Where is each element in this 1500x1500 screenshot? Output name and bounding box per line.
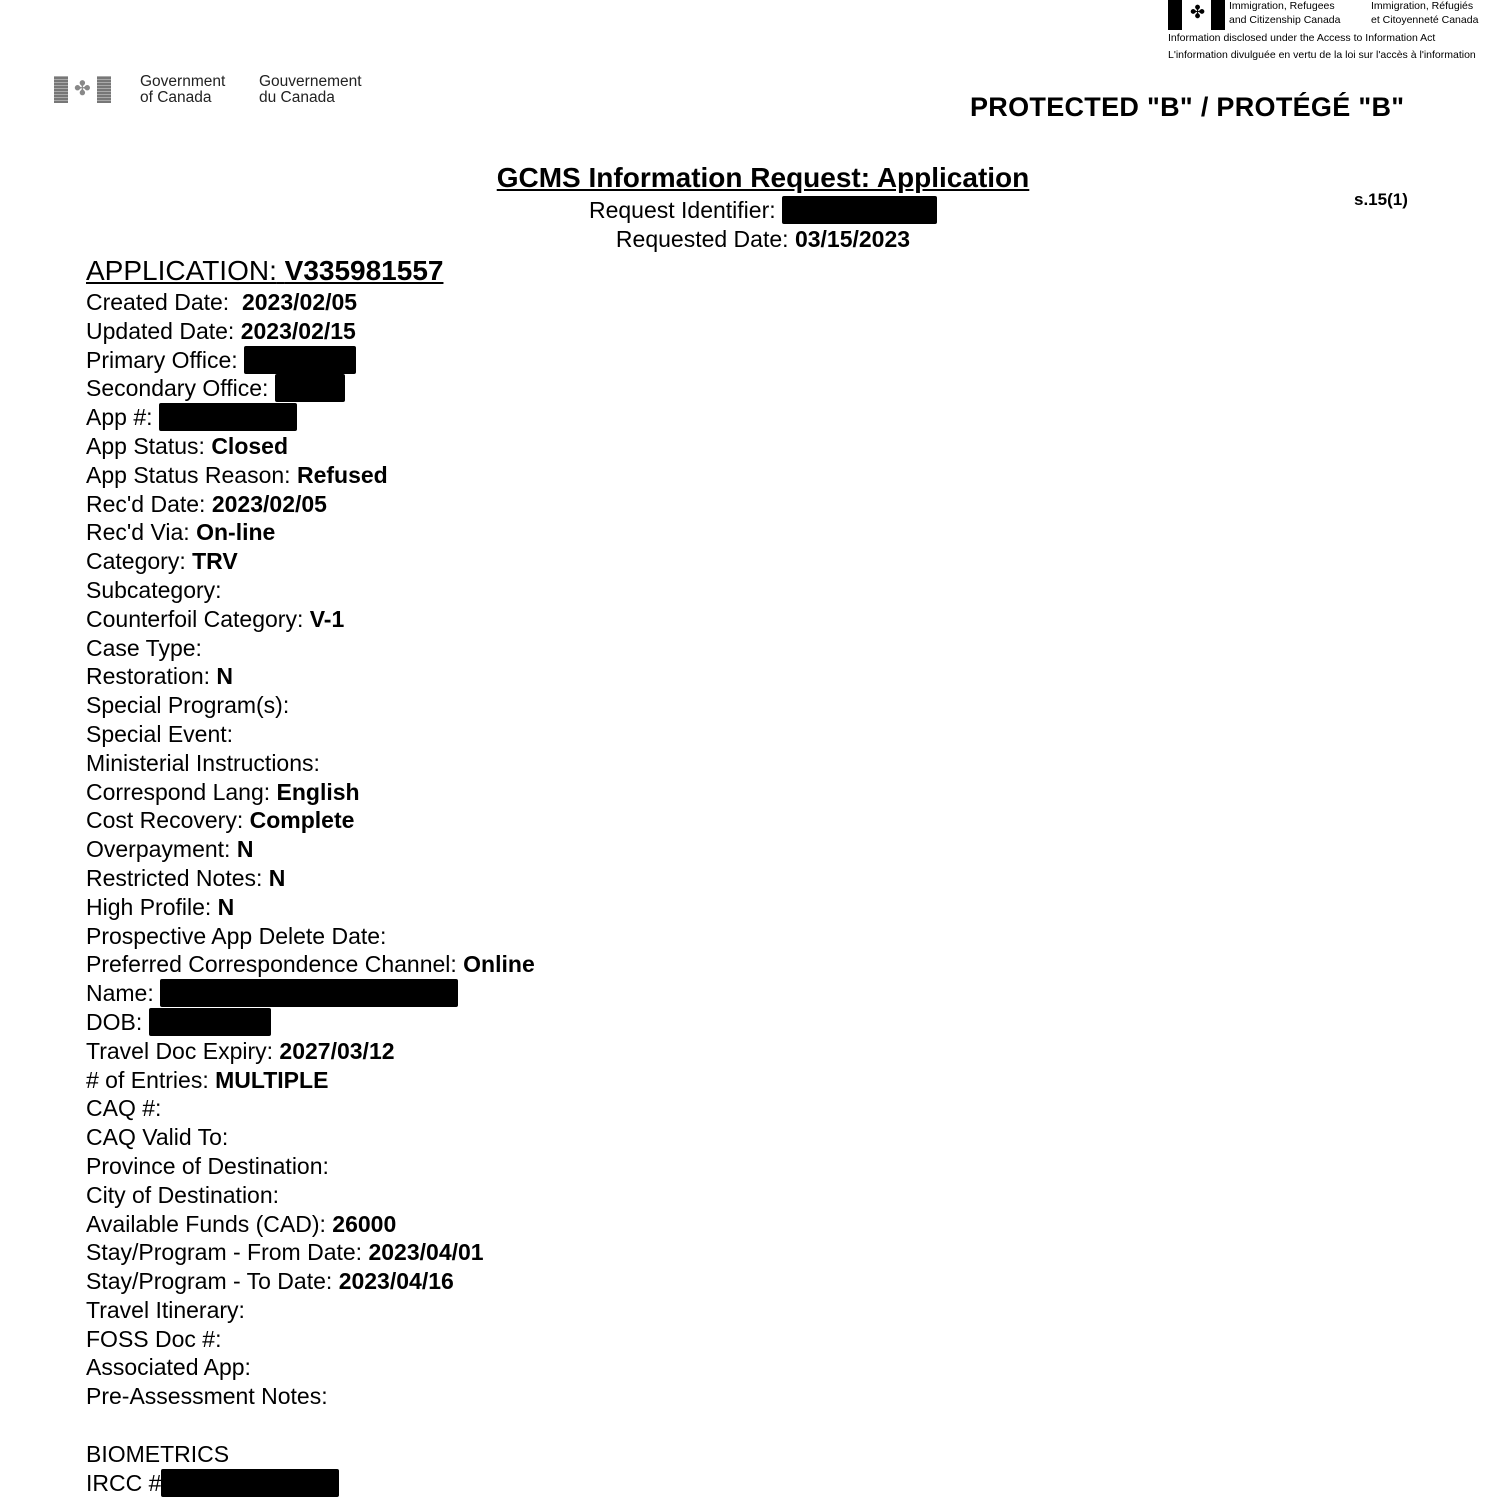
field-label: Special Program(s):: [86, 692, 290, 719]
field-value: Complete: [249, 807, 355, 834]
field-value: Online: [463, 951, 535, 978]
field-value: 2023/02/05: [241, 289, 358, 315]
field-label: Ministerial Instructions:: [86, 749, 320, 776]
field-label: Preferred Correspondence Channel:: [86, 951, 464, 978]
field-row: [86, 1411, 535, 1440]
field-label: Restricted Notes:: [86, 864, 269, 891]
field-row: [86, 1094, 535, 1123]
application-heading: [86, 255, 443, 287]
field-row: [86, 1238, 535, 1267]
field-row: [86, 432, 535, 461]
redaction-box: [159, 403, 297, 431]
field-value: 2023/04/01: [368, 1239, 484, 1266]
field-label: CAQ Valid To:: [86, 1124, 229, 1151]
field-label: High Profile:: [86, 893, 218, 920]
field-value: On-line: [196, 519, 276, 546]
ircc-name-en-2: and Citizenship Canada: [1229, 14, 1341, 26]
field-value: Closed: [211, 432, 288, 459]
field-row: [86, 490, 535, 519]
goc-en-line2: of Canada: [140, 88, 212, 106]
goc-flag-icon: ✤: [54, 76, 111, 103]
exemption-code: s.15(1): [1354, 190, 1408, 209]
field-value: 2023/02/05: [211, 490, 327, 517]
field-row: [86, 1123, 535, 1152]
goc-fr-line1: Gouvernement: [259, 73, 362, 90]
field-label: Restoration:: [86, 663, 217, 690]
field-label: IRCC #: [86, 1469, 162, 1496]
field-row: [86, 1267, 535, 1296]
redaction-box: [149, 1008, 271, 1036]
field-row: [86, 403, 535, 432]
application-label: APPLICATION:: [86, 255, 277, 286]
field-value: N: [217, 893, 235, 920]
field-row: [86, 1440, 535, 1469]
requested-date: [0, 226, 1500, 253]
field-row: [86, 461, 535, 490]
field-label: App Status Reason:: [86, 461, 297, 488]
goc-wordmark-en: [140, 74, 225, 105]
field-row: [86, 1037, 535, 1066]
goc-wordmark-fr: [259, 74, 362, 105]
field-label: # of Entries:: [86, 1066, 216, 1093]
ati-notice-fr: L'information divulguée en vertu de la loi sur l'accès à l'information: [1168, 49, 1476, 61]
field-row: [86, 1353, 535, 1382]
field-label: Primary Office:: [86, 346, 245, 373]
requested-date-value: 03/15/2023: [794, 226, 911, 252]
field-label: Stay/Program - To Date:: [86, 1268, 339, 1295]
ircc-name-fr-2: et Citoyenneté Canada: [1371, 14, 1479, 26]
field-label: Name:: [86, 980, 161, 1007]
ircc-signature-block: [1168, 0, 1478, 64]
field-label: Rec'd Date:: [86, 490, 212, 517]
field-label: Travel Doc Expiry:: [86, 1037, 280, 1064]
field-row: [86, 749, 535, 778]
field-row: [86, 1210, 535, 1239]
redaction-box: [275, 374, 345, 402]
field-row: [86, 288, 535, 317]
field-value: 26000: [332, 1210, 397, 1237]
field-row: [86, 1469, 535, 1498]
field-row: [86, 1296, 535, 1325]
field-row: [86, 778, 535, 807]
field-label: FOSS Doc #:: [86, 1325, 222, 1352]
field-value: Refused: [296, 461, 388, 488]
field-label: CAQ #:: [86, 1095, 162, 1122]
field-value: N: [268, 864, 286, 891]
field-row: [86, 950, 535, 979]
field-label: Created Date:: [86, 289, 242, 315]
field-label: Overpayment:: [86, 836, 237, 863]
redaction-box: [244, 346, 356, 374]
application-fields: [86, 288, 535, 1497]
field-label: Secondary Office:: [86, 375, 275, 402]
field-value: 2023/02/15: [240, 317, 356, 344]
redaction-box: [161, 1469, 339, 1497]
field-value: 2027/03/12: [279, 1037, 395, 1064]
field-label: Rec'd Via:: [86, 519, 197, 546]
field-row: [86, 346, 535, 375]
field-label: App Status:: [86, 432, 212, 459]
field-row: [86, 1066, 535, 1095]
field-value: N: [216, 663, 234, 690]
redaction-box: [160, 979, 458, 1007]
field-row: [86, 1382, 535, 1411]
field-row: [86, 720, 535, 749]
field-row: [86, 518, 535, 547]
field-value: TRV: [192, 548, 238, 575]
goc-fr-line2: du Canada: [259, 88, 335, 106]
field-label: Category:: [86, 548, 193, 575]
field-row: [86, 835, 535, 864]
field-row: [86, 922, 535, 951]
field-row: [86, 864, 535, 893]
field-value: 2023/04/16: [338, 1268, 454, 1295]
field-value: V-1: [309, 605, 345, 632]
application-number: V335981557: [284, 255, 444, 286]
field-row: [86, 806, 535, 835]
field-row: [86, 1325, 535, 1354]
field-label: Prospective App Delete Date:: [86, 922, 387, 949]
field-label: DOB:: [86, 1008, 149, 1035]
field-value: MULTIPLE: [215, 1066, 329, 1093]
field-row: [86, 691, 535, 720]
field-label: Available Funds (CAD):: [86, 1210, 333, 1237]
redaction-box: [782, 196, 937, 224]
field-row: [86, 374, 535, 403]
goc-en-line1: Government: [140, 73, 226, 90]
field-row: [86, 893, 535, 922]
field-label: BIOMETRICS: [86, 1440, 230, 1467]
field-row: [86, 547, 535, 576]
field-label: Cost Recovery:: [86, 807, 250, 834]
requested-date-label: Requested Date:: [615, 226, 789, 252]
field-label: Correspond Lang:: [86, 778, 277, 805]
field-label: App #:: [86, 404, 159, 431]
field-label: City of Destination:: [86, 1181, 280, 1208]
field-row: [86, 576, 535, 605]
field-label: Counterfoil Category:: [86, 605, 310, 632]
field-row: [86, 605, 535, 634]
field-label: Case Type:: [86, 634, 202, 661]
request-identifier-label: Request Identifier:: [588, 197, 776, 223]
field-value: N: [236, 836, 254, 863]
ircc-name-en-1: Immigration, Refugees: [1229, 0, 1335, 12]
field-label: Province of Destination:: [86, 1152, 329, 1179]
field-label: Special Event:: [86, 720, 234, 747]
protected-classification: PROTECTED "B" / PROTÉGÉ "B": [970, 92, 1405, 122]
field-row: [86, 1008, 535, 1037]
ati-notice-en: Information disclosed under the Access to Information Act: [1168, 32, 1436, 44]
ircc-name-fr-1: Immigration, Réfugiés: [1371, 0, 1474, 12]
canada-flag-icon: ✤: [1168, 0, 1225, 30]
field-row: [86, 317, 535, 346]
field-row: [86, 1152, 535, 1181]
field-label: Updated Date:: [86, 317, 241, 344]
field-value: English: [276, 778, 360, 805]
field-row: [86, 1181, 535, 1210]
field-row: [86, 662, 535, 691]
document-title: GCMS Information Request: Application: [496, 162, 1030, 193]
field-row: [86, 979, 535, 1008]
field-label: Subcategory:: [86, 576, 222, 603]
field-label: Pre-Assessment Notes:: [86, 1383, 328, 1410]
field-label: Associated App:: [86, 1354, 251, 1381]
field-row: [86, 634, 535, 663]
field-label: Stay/Program - From Date:: [86, 1239, 369, 1266]
request-identifier: [0, 196, 1500, 224]
field-label: Travel Itinerary:: [86, 1296, 245, 1323]
